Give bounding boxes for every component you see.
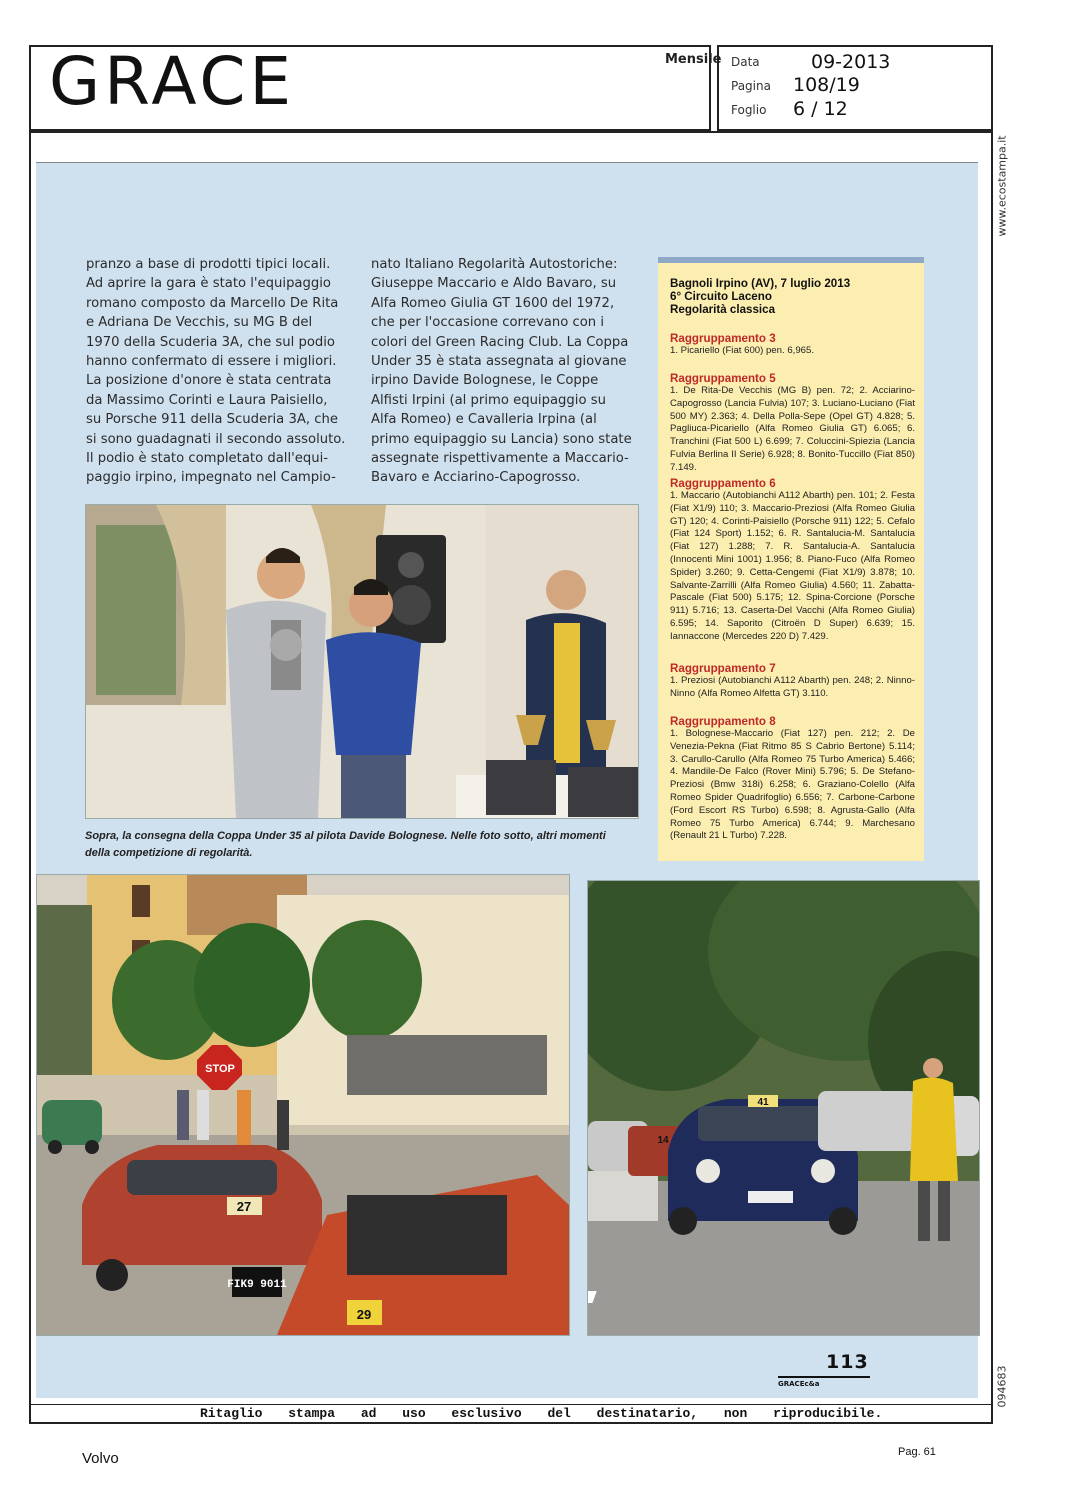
article-column-2: nato Italiano Regolarità Autostoriche: Giuseppe Maccario e Aldo Bavaro, su Alfa Romeo Giulia GT 1600 del 1972, che per l'occasione correvano con i colori del Green Racing Club. La Coppa Under 35 è stata assegnata al giovane irpino Davide Bolognese, le Coppe Alfisti Irpini (al primo equipaggio su Alfa Romeo) e Cavalleria Irpina (al primo equipaggio su Lancia) sono state assegnate rispettivamente a Maccario- Bavaro e Acciarino-Capogrosso. <box>371 257 632 486</box>
results-group-text: 1. Bolognese-Maccario (Fiat 127) pen. 212; 2. De Venezia-Pekna (Fiat Ritmo 85 S Cabrio Bertone) 5.114; 3. Carullo-Carullo (Alfa Romeo 75 Turbo America) 5.466; 4. Mandile-De Falco (Rover Mini) 5.796; 5. De Stefano-Preziosi (Bmw 318i) 6.258; 6. Graziano-Colello (Alfa Romeo Spider Quadrifoglio) 6.556; 7. Carbone-Carbone (Ford Escort RS Turbo) 6.598; 8. Agrusta-Gallo (Alfa Romeo 75 Turbo America) 6.744; 9. Marchesano (Renault 21 L Turbo) 7.228. <box>670 728 915 842</box>
meta-sheet-value: 6 / 12 <box>793 98 848 120</box>
results-group <box>670 662 915 701</box>
document-page-number: Pag. 61 <box>898 1446 936 1458</box>
results-heading-line: Regolarità classica <box>670 303 776 316</box>
meta-sheet-label: Foglio <box>731 103 767 117</box>
results-group <box>670 372 915 475</box>
clipping-notice: Ritaglio stampa ad uso esclusivo del destinatario, non riproducibile. <box>200 1406 883 1421</box>
side-code: 094683 <box>995 1365 1009 1408</box>
masthead-box <box>29 43 722 131</box>
award-ceremony-illustration <box>86 505 638 818</box>
race-number-14: 14 <box>657 1135 669 1146</box>
frequency-label: Mensile <box>665 52 722 67</box>
meta-date-label: Data <box>731 55 760 69</box>
page-number-rule <box>778 1376 870 1378</box>
results-group-title: Raggruppamento 8 <box>670 715 776 728</box>
road-marshal-photo <box>587 880 980 1336</box>
results-group-title: Raggruppamento 3 <box>670 332 776 345</box>
road-marshal-illustration <box>588 881 979 1335</box>
side-url: www.ecostampa.it <box>995 135 1009 237</box>
meta-date-value: 09-2013 <box>811 51 891 73</box>
meta-page-label: Pagina <box>731 79 771 93</box>
results-box-top-bar <box>658 257 924 263</box>
results-heading-line: 6° Circuito Laceno <box>670 290 772 303</box>
race-number-29: 29 <box>356 1307 372 1322</box>
results-group <box>670 715 915 843</box>
grace-logo: GRACE <box>49 43 296 120</box>
footer-rule <box>29 1404 993 1405</box>
results-group <box>670 332 915 358</box>
results-group-title: Raggruppamento 5 <box>670 372 776 385</box>
results-group-text: 1. Preziosi (Autobianchi A112 Abarth) pen. 248; 2. Ninno-Ninno (Alfa Romeo Alfetta GT) 3.110. <box>670 675 915 699</box>
client-name: Volvo <box>82 1450 119 1467</box>
license-plate: FIK9 9011 <box>227 1279 287 1291</box>
street-cars-illustration <box>37 875 569 1335</box>
article-column-1: pranzo a base di prodotti tipici locali. Ad aprire la gara è stato l'equipaggio romano composto da Marcello De Rita e Adriana De Vecchis, su MG B del 1970 della Scuderia 3A, che sul podio hanno confermato di essere i migliori. La posizione d'onore è stata centrata da Massimo Corinti e Laura Paisiello, su Porsche 911 della Scuderia 3A, che si sono guadagnati il secondo assoluto. Il podio è stato completato dall'equi- paggio irpino, impegnato nel Campio- <box>86 257 346 486</box>
page-magazine-tag: GRACEc&a <box>778 1380 820 1388</box>
results-box <box>658 257 924 861</box>
results-group <box>670 477 915 644</box>
magazine-page <box>36 162 978 1398</box>
results-group-title: Raggruppamento 6 <box>670 477 776 490</box>
race-number-41: 41 <box>757 1097 769 1108</box>
page-number: 113 <box>826 1351 869 1373</box>
results-group-text: 1. De Rita-De Vecchis (MG B) pen. 72; 2. Acciarino-Capogrosso (Lancia Fulvia) 107; 3. Luciano-Luciano (Fiat 500 MY) 2.363; 4. Della Polla-Sepe (Opel GT) 4.828; 5. Pagliuca-Picariello (Alfa Romeo Giulia GT) 6.065; 6. Tranchini (Fiat 500 L) 6.699; 7. Coluccini-Spiezia (Lancia Fulvia Berlina II Serie) 6.928; 8. Bonito-Tuccillo (Fiat 850) 7.149. <box>670 385 915 473</box>
results-group-title: Raggruppamento 7 <box>670 662 776 675</box>
meta-box <box>717 45 993 131</box>
stop-sign-label: STOP <box>205 1063 235 1075</box>
results-group-text: 1. Maccario (Autobianchi A112 Abarth) pen. 101; 2. Festa (Fiat X1/9) 110; 3. Maccario-Preziosi (Alfa Romeo Giulia GT) 120; 4. Corinti-Paisiello (Porsche 911) 122; 5. Cefalo (Fiat 124 Sport) 1.152; 6. R. Santalucia-M. Santalucia (Fiat 127) 1.288; 7. R. Santalucia-A. Santalucia (Innocenti Mini 1001) 1.956; 8. Piano-Fuco (Alfa Romeo Spider) 3.260; 9. Cetta-Cengemi (Fiat X1/9) 3.878; 10. Salvante-Zarrilli (Alfa Romeo Giulia) 4.560; 11. Zabatta-Pascale (Fiat 500) 5.175; 12. Spina-Corcione (Porsche 911) 5.716; 13. Caserta-Del Vacchi (Alfa Romeo Giulia) 6.595; 14. Saporito (Citroën D Super) 6.639; 15. Iannaccone (Mercedes 220 D) 7.429. <box>670 490 915 642</box>
street-cars-photo <box>36 874 570 1336</box>
photo-caption: Sopra, la consegna della Coppa Under 35 al pilota Davide Bolognese. Nelle foto sotto, altri momenti della competizione di regolarità. <box>85 830 606 859</box>
meta-page-value: 108/19 <box>793 74 860 96</box>
award-ceremony-photo <box>85 504 639 819</box>
race-number-27: 27 <box>236 1199 252 1214</box>
results-group-text: 1. Picariello (Fiat 600) pen. 6,965. <box>670 345 814 356</box>
top-rule <box>36 162 978 163</box>
results-heading-line: Bagnoli Irpino (AV), 7 luglio 2013 <box>670 277 851 290</box>
results-heading <box>670 277 915 316</box>
